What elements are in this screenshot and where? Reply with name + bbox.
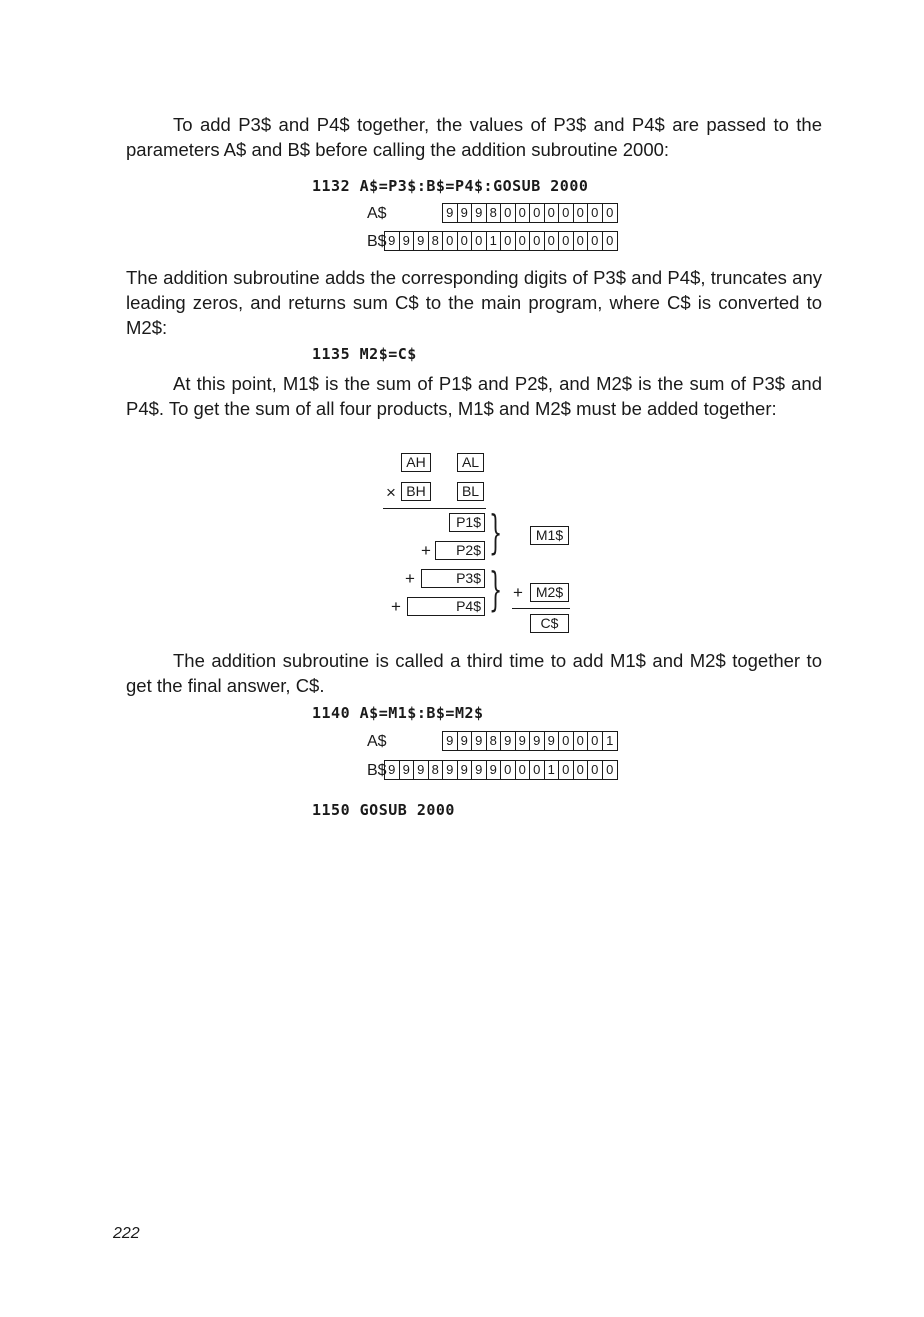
brace-upper: }	[489, 505, 503, 559]
digit-cell: 0	[559, 204, 574, 222]
digit-cell: 9	[385, 761, 400, 779]
ah-box: AH	[401, 453, 431, 472]
digit-cell: 9	[472, 204, 487, 222]
digit-cell: 0	[606, 233, 614, 248]
a-string-digits	[442, 731, 618, 751]
digit-cell: 0	[501, 232, 516, 250]
al-box: AL	[457, 453, 484, 472]
digit-cell: 9	[458, 204, 473, 222]
digit-cell: 0	[458, 232, 473, 250]
digit-cell: 8	[429, 232, 444, 250]
a-string-digits	[442, 203, 618, 223]
digit-cell: 0	[545, 232, 560, 250]
digit-cell: 9	[458, 761, 473, 779]
p1-box: P1$	[449, 513, 485, 532]
digit-cell: 9	[487, 761, 502, 779]
digit-cell: 0	[530, 761, 545, 779]
paragraph-final: The addition subroutine is called a third time to add M1$ and M2$ together to get the final answer, C$.	[126, 650, 822, 696]
digit-cell: 9	[414, 232, 429, 250]
a-string-label: A$	[367, 733, 387, 750]
bh-box: BH	[401, 482, 431, 501]
m2-box: M2$	[530, 583, 569, 602]
b-string-digits	[384, 231, 618, 251]
plus-sign: +	[513, 583, 523, 602]
digit-cell: 9	[443, 732, 458, 750]
digit-cell: 0	[472, 232, 487, 250]
page-number: 222	[113, 1225, 140, 1242]
paragraph-addition: The addition subroutine adds the corresponding digits of P3$ and P4$, truncates any leading zeros, and returns sum C$ to the main program, where C$ is converted to M2$:	[126, 267, 822, 338]
code-line-1132: 1132 A$=P3$:B$=P4$:GOSUB 2000	[312, 177, 589, 195]
digit-cell: 8	[429, 761, 444, 779]
p3-box: P3$	[421, 569, 485, 588]
digit-cell: 9	[501, 732, 516, 750]
digit-cell: 9	[472, 732, 487, 750]
b-string-label: B$	[367, 762, 387, 779]
c-box: C$	[530, 614, 569, 633]
code-line-1150: 1150 GOSUB 2000	[312, 801, 455, 819]
code-line-1140: 1140 A$=M1$:B$=M2$	[312, 704, 484, 722]
digit-cell: 0	[574, 232, 589, 250]
digit-cell: 0	[501, 761, 516, 779]
plus-sign: +	[391, 597, 401, 616]
bl-box: BL	[457, 482, 484, 501]
m1-box: M1$	[530, 526, 569, 545]
brace-lower: }	[489, 562, 503, 616]
digit-cell: 9	[516, 732, 531, 750]
digit-cell: 9	[400, 232, 415, 250]
digit-cell: 0	[588, 232, 603, 250]
digit-cell: 0	[606, 762, 614, 777]
digit-cell: 0	[530, 232, 545, 250]
digit-cell: 9	[530, 732, 545, 750]
digit-cell: 0	[443, 232, 458, 250]
digit-cell: 9	[414, 761, 429, 779]
digit-cell: 9	[472, 761, 487, 779]
digit-cell: 1	[545, 761, 560, 779]
digit-cell: 0	[559, 232, 574, 250]
sum-rule	[512, 608, 570, 609]
digit-cell: 0	[545, 204, 560, 222]
digit-cell: 0	[516, 232, 531, 250]
digit-cell: 9	[443, 204, 458, 222]
times-sign: ×	[386, 483, 396, 502]
digit-cell: 0	[559, 761, 574, 779]
digit-cell: 9	[545, 732, 560, 750]
digit-cell: 9	[443, 761, 458, 779]
digit-cell: 0	[574, 761, 589, 779]
digit-cell: 0	[574, 204, 589, 222]
digit-cell: 0	[588, 761, 603, 779]
a-string-label: A$	[367, 205, 387, 222]
b-string-digits	[384, 760, 618, 780]
p4-box: P4$	[407, 597, 485, 616]
paragraph-intro: To add P3$ and P4$ together, the values of P3$ and P4$ are passed to the parameters A$ and B$ before calling the addition subroutine 2000:	[126, 114, 822, 160]
digit-cell: 0	[501, 204, 516, 222]
digit-cell: 1	[606, 733, 614, 748]
digit-cell: 0	[606, 205, 614, 220]
digit-cell: 8	[487, 732, 502, 750]
digit-cell: 0	[588, 732, 603, 750]
digit-cell: 0	[574, 732, 589, 750]
digit-cell: 0	[516, 204, 531, 222]
digit-cell: 0	[588, 204, 603, 222]
plus-sign: +	[421, 541, 431, 560]
product-rule	[383, 508, 486, 509]
digit-cell: 0	[516, 761, 531, 779]
digit-cell: 0	[559, 732, 574, 750]
digit-cell: 1	[487, 232, 502, 250]
digit-cell: 8	[487, 204, 502, 222]
digit-cell: 0	[530, 204, 545, 222]
paragraph-sum: At this point, M1$ is the sum of P1$ and P2$, and M2$ is the sum of P3$ and P4$. To get the sum of all four products, M1$ and M2$ must be added together:	[126, 373, 822, 419]
code-line-1135: 1135 M2$=C$	[312, 345, 417, 363]
p2-box: P2$	[435, 541, 485, 560]
plus-sign: +	[405, 569, 415, 588]
b-string-label: B$	[367, 233, 387, 250]
digit-cell: 9	[458, 732, 473, 750]
digit-cell: 9	[385, 232, 400, 250]
digit-cell: 9	[400, 761, 415, 779]
